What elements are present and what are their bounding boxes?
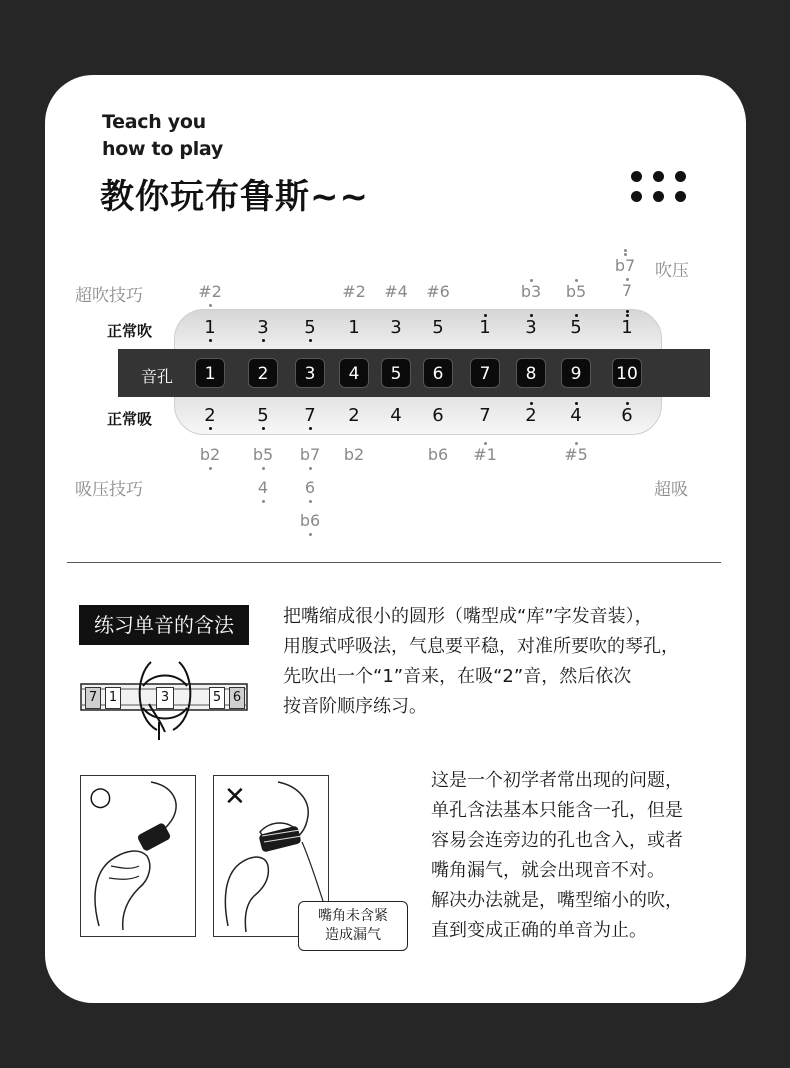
blow-note [556, 317, 596, 338]
callout-line: 造成漏气 [325, 927, 381, 943]
hole-4: 4 [339, 358, 369, 388]
correct-illustration [80, 775, 196, 937]
para1-line: 按音阶顺序练习。 [283, 696, 427, 717]
hole-2: 2 [248, 358, 278, 388]
diagram-hole-label: 5 [209, 687, 225, 709]
overblow-note [556, 282, 596, 301]
hole-row-label: 音孔 [141, 367, 174, 386]
blow-note-text: 1 [348, 317, 360, 338]
mouth-position-diagram [79, 660, 249, 740]
drawbend-note [290, 478, 330, 497]
octave-dot [309, 339, 312, 342]
para1-line: 先吹出一个“1”音来，在吸“2”音，然后依次 [283, 666, 632, 687]
draw-note-text: 7 [304, 405, 316, 426]
callout-line: 嘴角未含紧 [318, 908, 388, 924]
drawbend-note-text: b2 [199, 445, 221, 464]
blow-note [290, 317, 330, 338]
drawbend-note-text: b6 [299, 511, 321, 530]
drawbend-note-text: b7 [299, 445, 321, 464]
octave-dot [209, 304, 212, 307]
wrong-symbol: ✕ [224, 782, 246, 812]
drawbend-note [190, 445, 230, 464]
draw-note-text: 2 [204, 405, 216, 426]
hole-9: 9 [561, 358, 591, 388]
blowbend-top-note-text: b7 [614, 256, 636, 275]
drawbend-label: 吸压技巧 [75, 480, 143, 500]
octave-dot [626, 402, 629, 405]
draw-note [290, 405, 330, 426]
blow-note [376, 317, 416, 338]
problem-paragraph [431, 766, 683, 946]
leak-callout [298, 901, 408, 951]
draw-note [190, 405, 230, 426]
octave-dot [575, 402, 578, 405]
drawbend-note-text: b6 [427, 445, 449, 464]
octave-dot [209, 467, 212, 470]
octave-dot [484, 314, 487, 317]
english-subtitle-line1: Teach you [102, 111, 206, 133]
para2-line: 嘴角漏气，就会出现音不对。 [431, 860, 665, 881]
overblow-note [190, 282, 230, 301]
drawbend-note [243, 445, 283, 464]
draw-note-text: 6 [621, 405, 633, 426]
octave-dot [575, 314, 578, 317]
drawbend-note [418, 445, 458, 464]
blow-note-text: 3 [390, 317, 402, 338]
english-subtitle-line2: how to play [102, 138, 223, 160]
draw-note [376, 405, 416, 426]
diagram-hole-label: 1 [105, 687, 121, 709]
octave-dot [575, 442, 578, 445]
overblow-note-text: #2 [198, 282, 222, 301]
drawbend-note-text: #5 [564, 445, 588, 464]
drawbend-note-text: b5 [252, 445, 274, 464]
blow-note [243, 317, 283, 338]
drawbend-note-text: b2 [343, 445, 365, 464]
drawbend-note-text: 6 [304, 478, 316, 497]
para1-line: 把嘴缩成很小的圆形（嘴型成“库”字发音装）， [283, 606, 653, 627]
para2-line: 单孔含法基本只能含一孔，但是 [431, 800, 683, 821]
octave-dot [309, 427, 312, 430]
blow-note-text: 3 [257, 317, 269, 338]
draw-note-text: 4 [570, 405, 582, 426]
diagram-hole-label: 6 [229, 687, 245, 709]
para2-line: 直到变成正确的单音为止。 [431, 920, 647, 941]
overblow-note [511, 282, 551, 301]
octave-dot [626, 314, 629, 317]
octave-dot [626, 278, 629, 281]
draw-note-text: 4 [390, 405, 402, 426]
drawbend-note [556, 445, 596, 464]
overblow-note [376, 282, 416, 301]
blowbend-label: 吹压 [655, 261, 689, 281]
blow-note-text: 3 [525, 317, 537, 338]
draw-note [607, 405, 647, 426]
octave-dot [309, 467, 312, 470]
blow-note-text: 5 [570, 317, 582, 338]
draw-note [465, 405, 505, 426]
draw-note-text: 7 [479, 405, 491, 426]
blow-note-text: 5 [304, 317, 316, 338]
more-dots-icon [631, 171, 693, 205]
octave-dot [484, 442, 487, 445]
octave-dot [530, 279, 533, 282]
draw-note-text: 2 [525, 405, 537, 426]
blow-note [607, 317, 647, 338]
content-card [45, 75, 746, 1003]
blow-note [511, 317, 551, 338]
draw-note [556, 405, 596, 426]
hole-5: 5 [381, 358, 411, 388]
drawbend-note [290, 445, 330, 464]
draw-note-text: 2 [348, 405, 360, 426]
hole-6: 6 [423, 358, 453, 388]
section-badge: 练习单音的含法 [79, 605, 249, 645]
page-title: 教你玩布鲁斯~~ [100, 177, 369, 217]
octave-dot [530, 314, 533, 317]
blow-note [190, 317, 230, 338]
draw-note [334, 405, 374, 426]
overblow-note-text: #4 [384, 282, 408, 301]
overblow-note-text: b5 [565, 282, 587, 301]
drawbend-note-text: 4 [257, 478, 269, 497]
drawbend-note [290, 511, 330, 530]
diagram-hole-label: 7 [85, 687, 101, 709]
octave-dot [209, 339, 212, 342]
correct-symbol: ○ [89, 782, 112, 812]
hole-7: 7 [470, 358, 500, 388]
draw-note [511, 405, 551, 426]
octave-dot [209, 427, 212, 430]
overblow-note [418, 282, 458, 301]
blow-note-text: 1 [204, 317, 216, 338]
blow-note [334, 317, 374, 338]
blow-note-text: 5 [432, 317, 444, 338]
octave-dot [262, 339, 265, 342]
draw-note-text: 6 [432, 405, 444, 426]
octave-dot [309, 500, 312, 503]
overblow-label: 超吹技巧 [75, 286, 143, 306]
blowbend-note [607, 281, 647, 300]
octave-dot [575, 279, 578, 282]
para1-line: 用腹式呼吸法，气息要平稳，对准所要吹的琴孔， [283, 636, 679, 657]
draw-note [243, 405, 283, 426]
blow-row-label: 正常吹 [107, 322, 153, 340]
hole-8: 8 [516, 358, 546, 388]
octave-dot [262, 427, 265, 430]
octave-dot [262, 500, 265, 503]
blow-note [465, 317, 505, 338]
octave-dot [309, 533, 312, 536]
overblow-note-text: #6 [426, 282, 450, 301]
draw-row-label: 正常吸 [107, 410, 153, 428]
octave-dot [624, 253, 627, 256]
draw-note [418, 405, 458, 426]
octave-dot [626, 310, 629, 313]
instruction-paragraph [283, 602, 679, 722]
overblow-note-text: #2 [342, 282, 366, 301]
para2-line: 容易会连旁边的孔也含入，或者 [431, 830, 683, 851]
blowbend-top-note [605, 256, 645, 275]
octave-dot [262, 467, 265, 470]
hole-1: 1 [195, 358, 225, 388]
diagram-hole-label: 3 [156, 687, 174, 709]
drawbend-note [334, 445, 374, 464]
hole-3: 3 [295, 358, 325, 388]
drawbend-note-text: #1 [473, 445, 497, 464]
blowbend-note-text: 7 [621, 281, 633, 300]
section-divider [67, 562, 721, 563]
hole-10: 10 [612, 358, 642, 388]
draw-note-text: 5 [257, 405, 269, 426]
blow-note-text: 1 [479, 317, 491, 338]
overblow-note [334, 282, 374, 301]
drawbend-note [243, 478, 283, 497]
hand-harmonica-icon [81, 776, 195, 936]
blow-note [418, 317, 458, 338]
para2-line: 这是一个初学者常出现的问题， [431, 770, 683, 791]
blow-note-text: 1 [621, 317, 633, 338]
overblow-note-text: b3 [520, 282, 542, 301]
para2-line: 解决办法就是，嘴型缩小的吹， [431, 890, 683, 911]
drawbend-note [465, 445, 505, 464]
octave-dot [530, 402, 533, 405]
overdraw-label: 超吸 [654, 480, 688, 500]
octave-dot [624, 249, 627, 252]
